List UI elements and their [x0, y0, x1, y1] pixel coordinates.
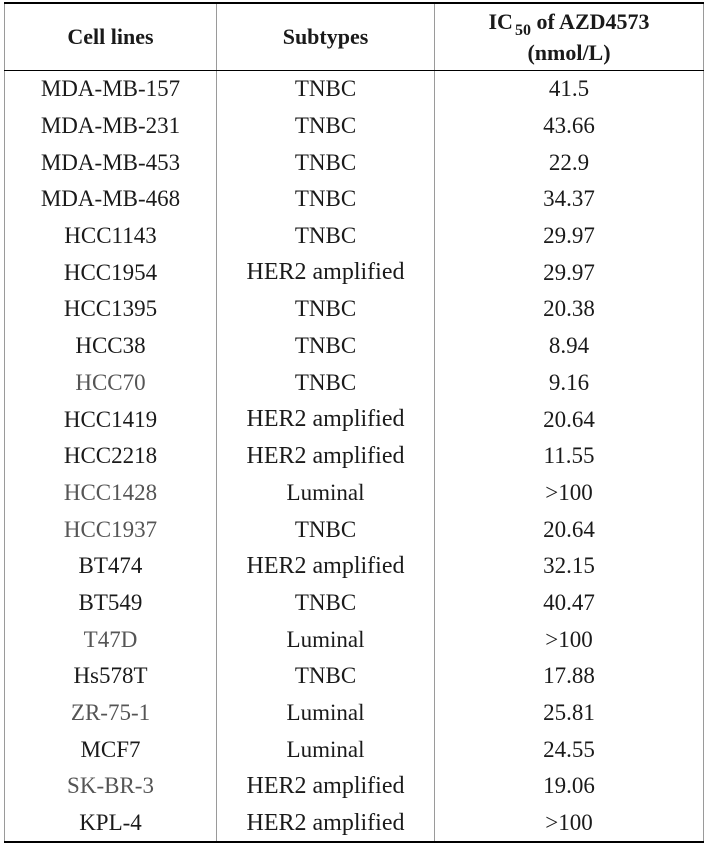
table-row: [5, 768, 704, 805]
ic50-value-cell: 25.81: [435, 695, 704, 732]
subtype-cell: TNBC: [217, 365, 435, 402]
table-row: [5, 695, 704, 732]
ic50-value-cell: 11.55: [435, 438, 704, 475]
cell-line-cell: HCC1419: [5, 401, 217, 438]
table-row: [5, 475, 704, 512]
subtype-cell: TNBC: [217, 511, 435, 548]
cell-line-cell: MDA-MB-468: [5, 181, 217, 218]
ic50-value-cell: 40.47: [435, 585, 704, 622]
cell-line-cell: HCC70: [5, 365, 217, 402]
subtype-cell: TNBC: [217, 181, 435, 218]
ic50-value-cell: >100: [435, 621, 704, 658]
ic50-value-cell: 29.97: [435, 254, 704, 291]
ic50-value-cell: >100: [435, 805, 704, 843]
cell-line-cell: HCC2218: [5, 438, 217, 475]
cell-line-cell: MCF7: [5, 731, 217, 768]
ic50-table: [4, 2, 704, 843]
cell-line-cell: BT549: [5, 585, 217, 622]
table-row: [5, 291, 704, 328]
table-row: [5, 365, 704, 402]
table-row: [5, 585, 704, 622]
table-row: [5, 548, 704, 585]
header-row: [5, 3, 704, 71]
subtype-cell: TNBC: [217, 328, 435, 365]
ic50-value-cell: >100: [435, 475, 704, 512]
cell-line-cell: BT474: [5, 548, 217, 585]
header-ic50-subscript: 50: [514, 21, 531, 39]
cell-line-cell: MDA-MB-231: [5, 108, 217, 145]
table-row: [5, 658, 704, 695]
ic50-value-cell: 32.15: [435, 548, 704, 585]
ic50-value-cell: 20.38: [435, 291, 704, 328]
table-row: [5, 71, 704, 108]
cell-line-cell: HCC1428: [5, 475, 217, 512]
header-cell-lines-label: Cell lines: [67, 24, 154, 49]
ic50-value-cell: 20.64: [435, 401, 704, 438]
subtype-cell: TNBC: [217, 585, 435, 622]
ic50-value-cell: 17.88: [435, 658, 704, 695]
ic50-value-cell: 20.64: [435, 511, 704, 548]
ic50-value-cell: 9.16: [435, 365, 704, 402]
subtype-cell: Luminal: [217, 695, 435, 732]
subtype-cell: HER2 amplified: [217, 254, 435, 291]
subtype-cell: Luminal: [217, 621, 435, 658]
table-row: [5, 108, 704, 145]
cell-line-cell: MDA-MB-453: [5, 144, 217, 181]
header-ic50-prefix: IC: [488, 8, 513, 34]
table-row: [5, 218, 704, 255]
ic50-value-cell: 24.55: [435, 731, 704, 768]
subtype-cell: TNBC: [217, 291, 435, 328]
table-body: [5, 71, 704, 843]
subtype-cell: HER2 amplified: [217, 548, 435, 585]
ic50-table-container: [4, 2, 703, 843]
table-row: [5, 144, 704, 181]
cell-line-cell: HCC1395: [5, 291, 217, 328]
subtype-cell: Luminal: [217, 731, 435, 768]
table-row: [5, 181, 704, 218]
subtype-cell: TNBC: [217, 658, 435, 695]
table-row: [5, 805, 704, 843]
subtype-cell: HER2 amplified: [217, 768, 435, 805]
header-ic50-line1: [435, 8, 703, 39]
subtype-cell: TNBC: [217, 108, 435, 145]
cell-line-cell: HCC1143: [5, 218, 217, 255]
header-ic50-units: (nmol/L): [527, 39, 611, 65]
subtype-cell: TNBC: [217, 218, 435, 255]
ic50-value-cell: 8.94: [435, 328, 704, 365]
subtype-cell: HER2 amplified: [217, 401, 435, 438]
cell-line-cell: KPL-4: [5, 805, 217, 843]
cell-line-cell: HCC38: [5, 328, 217, 365]
table-row: [5, 401, 704, 438]
cell-line-cell: HCC1954: [5, 254, 217, 291]
header-ic50: [435, 3, 704, 71]
header-subtypes-label: Subtypes: [282, 24, 369, 49]
ic50-value-cell: 34.37: [435, 181, 704, 218]
cell-line-cell: Hs578T: [5, 658, 217, 695]
header-subtypes: [217, 3, 435, 71]
ic50-value-cell: 41.5: [435, 71, 704, 108]
header-ic50-suffix: of AZD4573: [530, 8, 650, 34]
ic50-value-cell: 43.66: [435, 108, 704, 145]
subtype-cell: HER2 amplified: [217, 805, 435, 843]
ic50-value-cell: 19.06: [435, 768, 704, 805]
cell-line-cell: HCC1937: [5, 511, 217, 548]
cell-line-cell: ZR-75-1: [5, 695, 217, 732]
cell-line-cell: T47D: [5, 621, 217, 658]
table-row: [5, 254, 704, 291]
subtype-cell: HER2 amplified: [217, 438, 435, 475]
cell-line-cell: MDA-MB-157: [5, 71, 217, 108]
ic50-value-cell: 22.9: [435, 144, 704, 181]
subtype-cell: Luminal: [217, 475, 435, 512]
ic50-value-cell: 29.97: [435, 218, 704, 255]
table-header: [5, 3, 704, 71]
subtype-cell: TNBC: [217, 144, 435, 181]
table-row: [5, 731, 704, 768]
subtype-cell: TNBC: [217, 71, 435, 108]
table-row: [5, 621, 704, 658]
table-row: [5, 438, 704, 475]
table-row: [5, 511, 704, 548]
header-cell-lines: [5, 3, 217, 71]
cell-line-cell: SK-BR-3: [5, 768, 217, 805]
table-row: [5, 328, 704, 365]
